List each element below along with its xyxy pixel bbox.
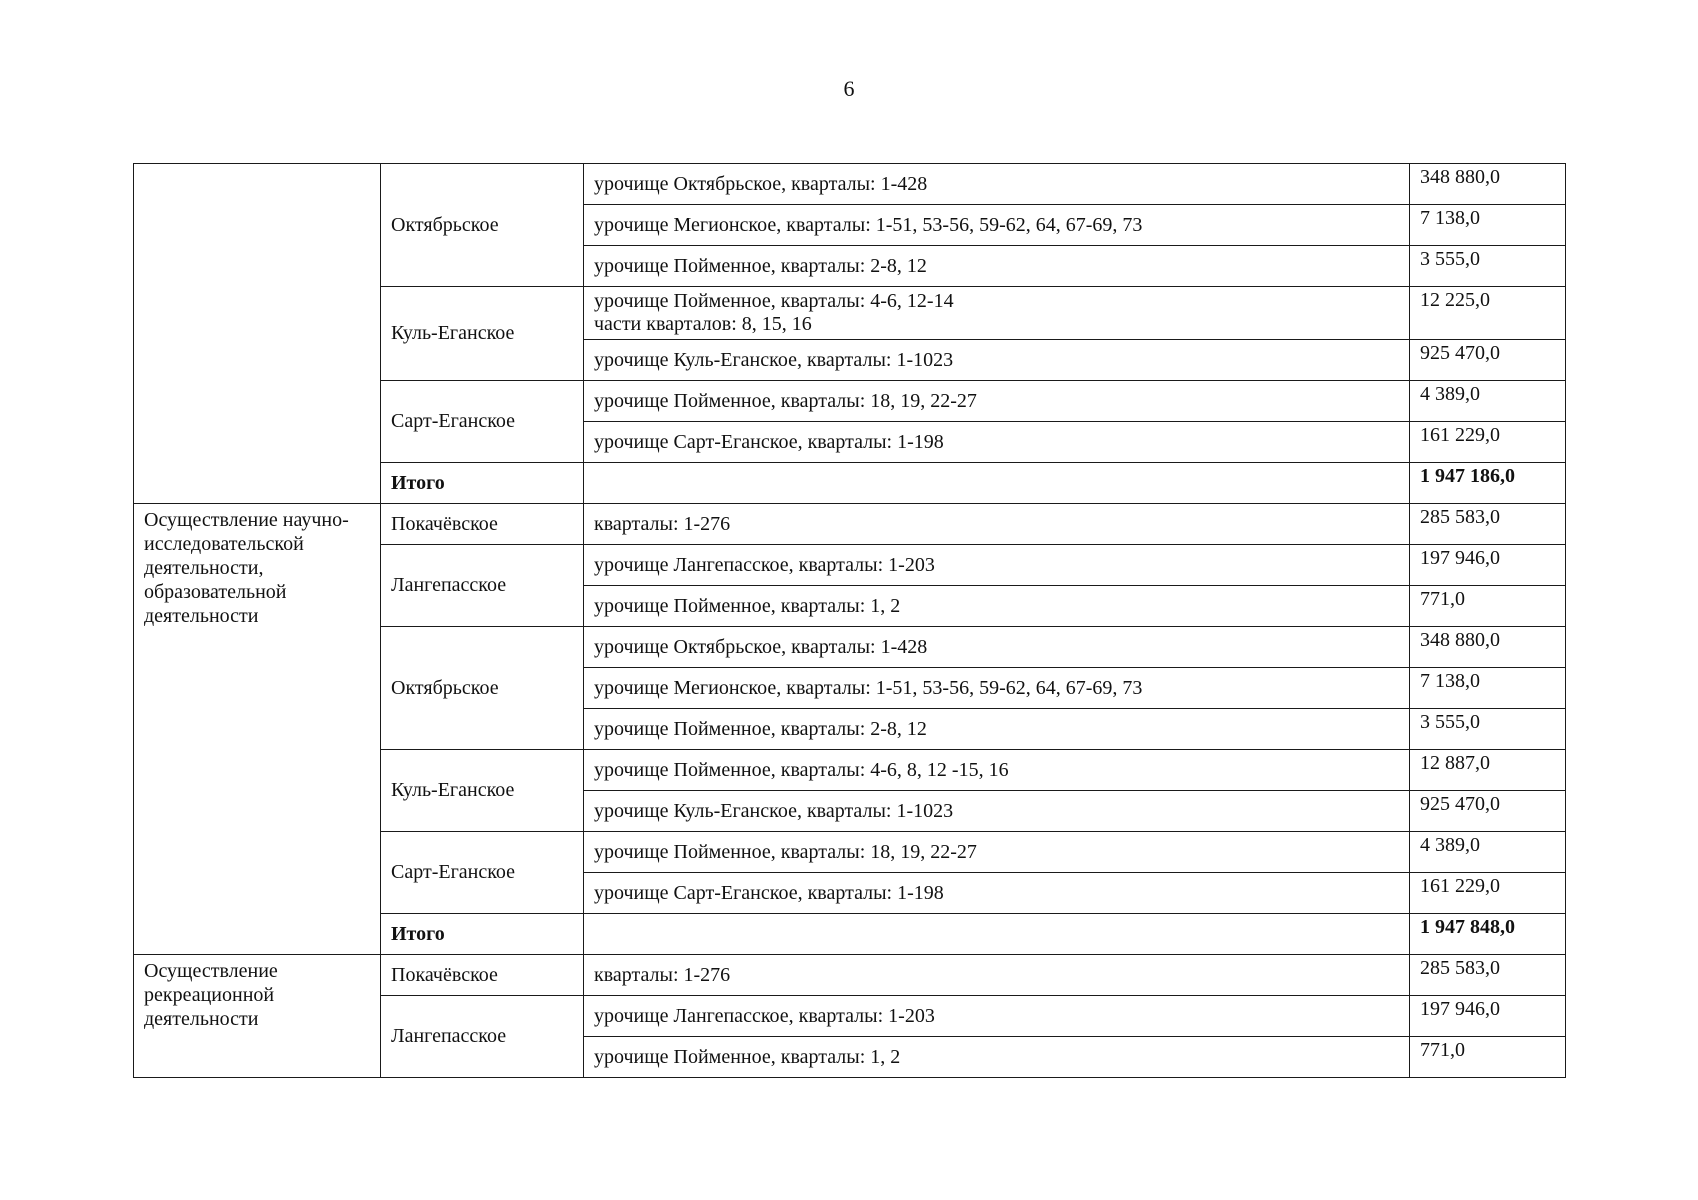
activity-cell: Осуществление рекреационной деятельности <box>134 955 381 1078</box>
location-cell <box>584 504 1410 545</box>
area-cell: 771,0 <box>1410 1037 1566 1078</box>
total-label: Итого <box>381 463 584 504</box>
location-cell <box>584 750 1410 791</box>
area-cell: 3 555,0 <box>1410 246 1566 287</box>
location-cell <box>584 832 1410 873</box>
location-cell <box>584 873 1410 914</box>
location-cell <box>584 586 1410 627</box>
area-cell: 925 470,0 <box>1410 791 1566 832</box>
location-line: урочище Пойменное, кварталы: 1, 2 <box>594 1045 901 1068</box>
area-cell: 3 555,0 <box>1410 709 1566 750</box>
location-line: урочище Сарт-Еганское, кварталы: 1-198 <box>594 881 944 904</box>
total-empty-cell <box>584 914 1410 955</box>
area-cell: 348 880,0 <box>1410 164 1566 205</box>
area-cell: 285 583,0 <box>1410 504 1566 545</box>
location-line: урочище Куль-Еганское, кварталы: 1-1023 <box>594 799 954 822</box>
area-cell: 348 880,0 <box>1410 627 1566 668</box>
area-cell: 161 229,0 <box>1410 873 1566 914</box>
location-cell <box>584 996 1410 1037</box>
location-cell <box>584 1037 1410 1078</box>
table-row <box>134 164 1566 205</box>
location-line: урочище Пойменное, кварталы: 18, 19, 22-27 <box>594 389 977 412</box>
forestry-cell: Сарт-Еганское <box>381 381 584 463</box>
area-cell: 7 138,0 <box>1410 668 1566 709</box>
location-cell <box>584 164 1410 205</box>
location-line: части кварталов: 8, 15, 16 <box>594 313 812 335</box>
location-cell <box>584 709 1410 750</box>
forestry-cell: Октябрьское <box>381 627 584 750</box>
forestry-cell: Лангепасское <box>381 545 584 627</box>
location-line: урочище Пойменное, кварталы: 1, 2 <box>594 594 901 617</box>
forestry-cell: Лангепасское <box>381 996 584 1078</box>
forestry-cell: Покачёвское <box>381 504 584 545</box>
location-line: кварталы: 1-276 <box>594 512 731 535</box>
location-line: кварталы: 1-276 <box>594 963 731 986</box>
location-cell <box>584 340 1410 381</box>
area-cell: 161 229,0 <box>1410 422 1566 463</box>
location-cell <box>584 627 1410 668</box>
location-line: урочище Сарт-Еганское, кварталы: 1-198 <box>594 430 944 453</box>
location-line: урочище Октябрьское, кварталы: 1-428 <box>594 635 928 658</box>
total-label: Итого <box>381 914 584 955</box>
location-line: урочище Октябрьское, кварталы: 1-428 <box>594 172 928 195</box>
area-cell: 197 946,0 <box>1410 996 1566 1037</box>
area-cell: 12 225,0 <box>1410 287 1566 340</box>
page-number: 6 <box>843 76 855 101</box>
area-cell: 7 138,0 <box>1410 205 1566 246</box>
activity-cell <box>134 164 381 504</box>
total-area: 1 947 186,0 <box>1410 463 1566 504</box>
location-cell <box>584 246 1410 287</box>
location-cell <box>584 955 1410 996</box>
location-line: урочище Лангепасское, кварталы: 1-203 <box>594 1004 935 1027</box>
location-line: урочище Куль-Еганское, кварталы: 1-1023 <box>594 348 954 371</box>
location-cell <box>584 287 1410 340</box>
location-line: урочище Пойменное, кварталы: 2-8, 12 <box>594 254 927 277</box>
location-line: урочище Пойменное, кварталы: 2-8, 12 <box>594 717 927 740</box>
forestry-cell: Покачёвское <box>381 955 584 996</box>
activity-cell: Осуществление научно-исследовательской деятельности, образовательной деятельности <box>134 504 381 955</box>
location-cell <box>584 545 1410 586</box>
location-line: урочище Мегионское, кварталы: 1-51, 53-56, 59-62, 64, 67-69, 73 <box>594 676 1143 699</box>
location-line: урочище Пойменное, кварталы: 18, 19, 22-27 <box>594 840 977 863</box>
location-cell <box>584 791 1410 832</box>
area-cell: 925 470,0 <box>1410 340 1566 381</box>
area-cell: 197 946,0 <box>1410 545 1566 586</box>
location-line: урочище Пойменное, кварталы: 4-6, 12-14 <box>594 290 954 312</box>
location-cell <box>584 668 1410 709</box>
total-area: 1 947 848,0 <box>1410 914 1566 955</box>
area-cell: 4 389,0 <box>1410 832 1566 873</box>
location-cell <box>584 422 1410 463</box>
forestry-cell: Сарт-Еганское <box>381 832 584 914</box>
forestry-cell: Куль-Еганское <box>381 287 584 381</box>
table-body <box>134 164 1566 1078</box>
forest-areas-table <box>133 163 1566 1078</box>
forestry-cell: Октябрьское <box>381 164 584 287</box>
location-line: урочище Мегионское, кварталы: 1-51, 53-56, 59-62, 64, 67-69, 73 <box>594 213 1143 236</box>
location-cell <box>584 381 1410 422</box>
total-empty-cell <box>584 463 1410 504</box>
location-line: урочище Лангепасское, кварталы: 1-203 <box>594 553 935 576</box>
table-row <box>134 504 1566 545</box>
area-cell: 4 389,0 <box>1410 381 1566 422</box>
location-cell <box>584 205 1410 246</box>
table-row <box>134 955 1566 996</box>
area-cell: 12 887,0 <box>1410 750 1566 791</box>
forestry-cell: Куль-Еганское <box>381 750 584 832</box>
area-cell: 285 583,0 <box>1410 955 1566 996</box>
area-cell: 771,0 <box>1410 586 1566 627</box>
location-line: урочище Пойменное, кварталы: 4-6, 8, 12 -15, 16 <box>594 758 1009 781</box>
